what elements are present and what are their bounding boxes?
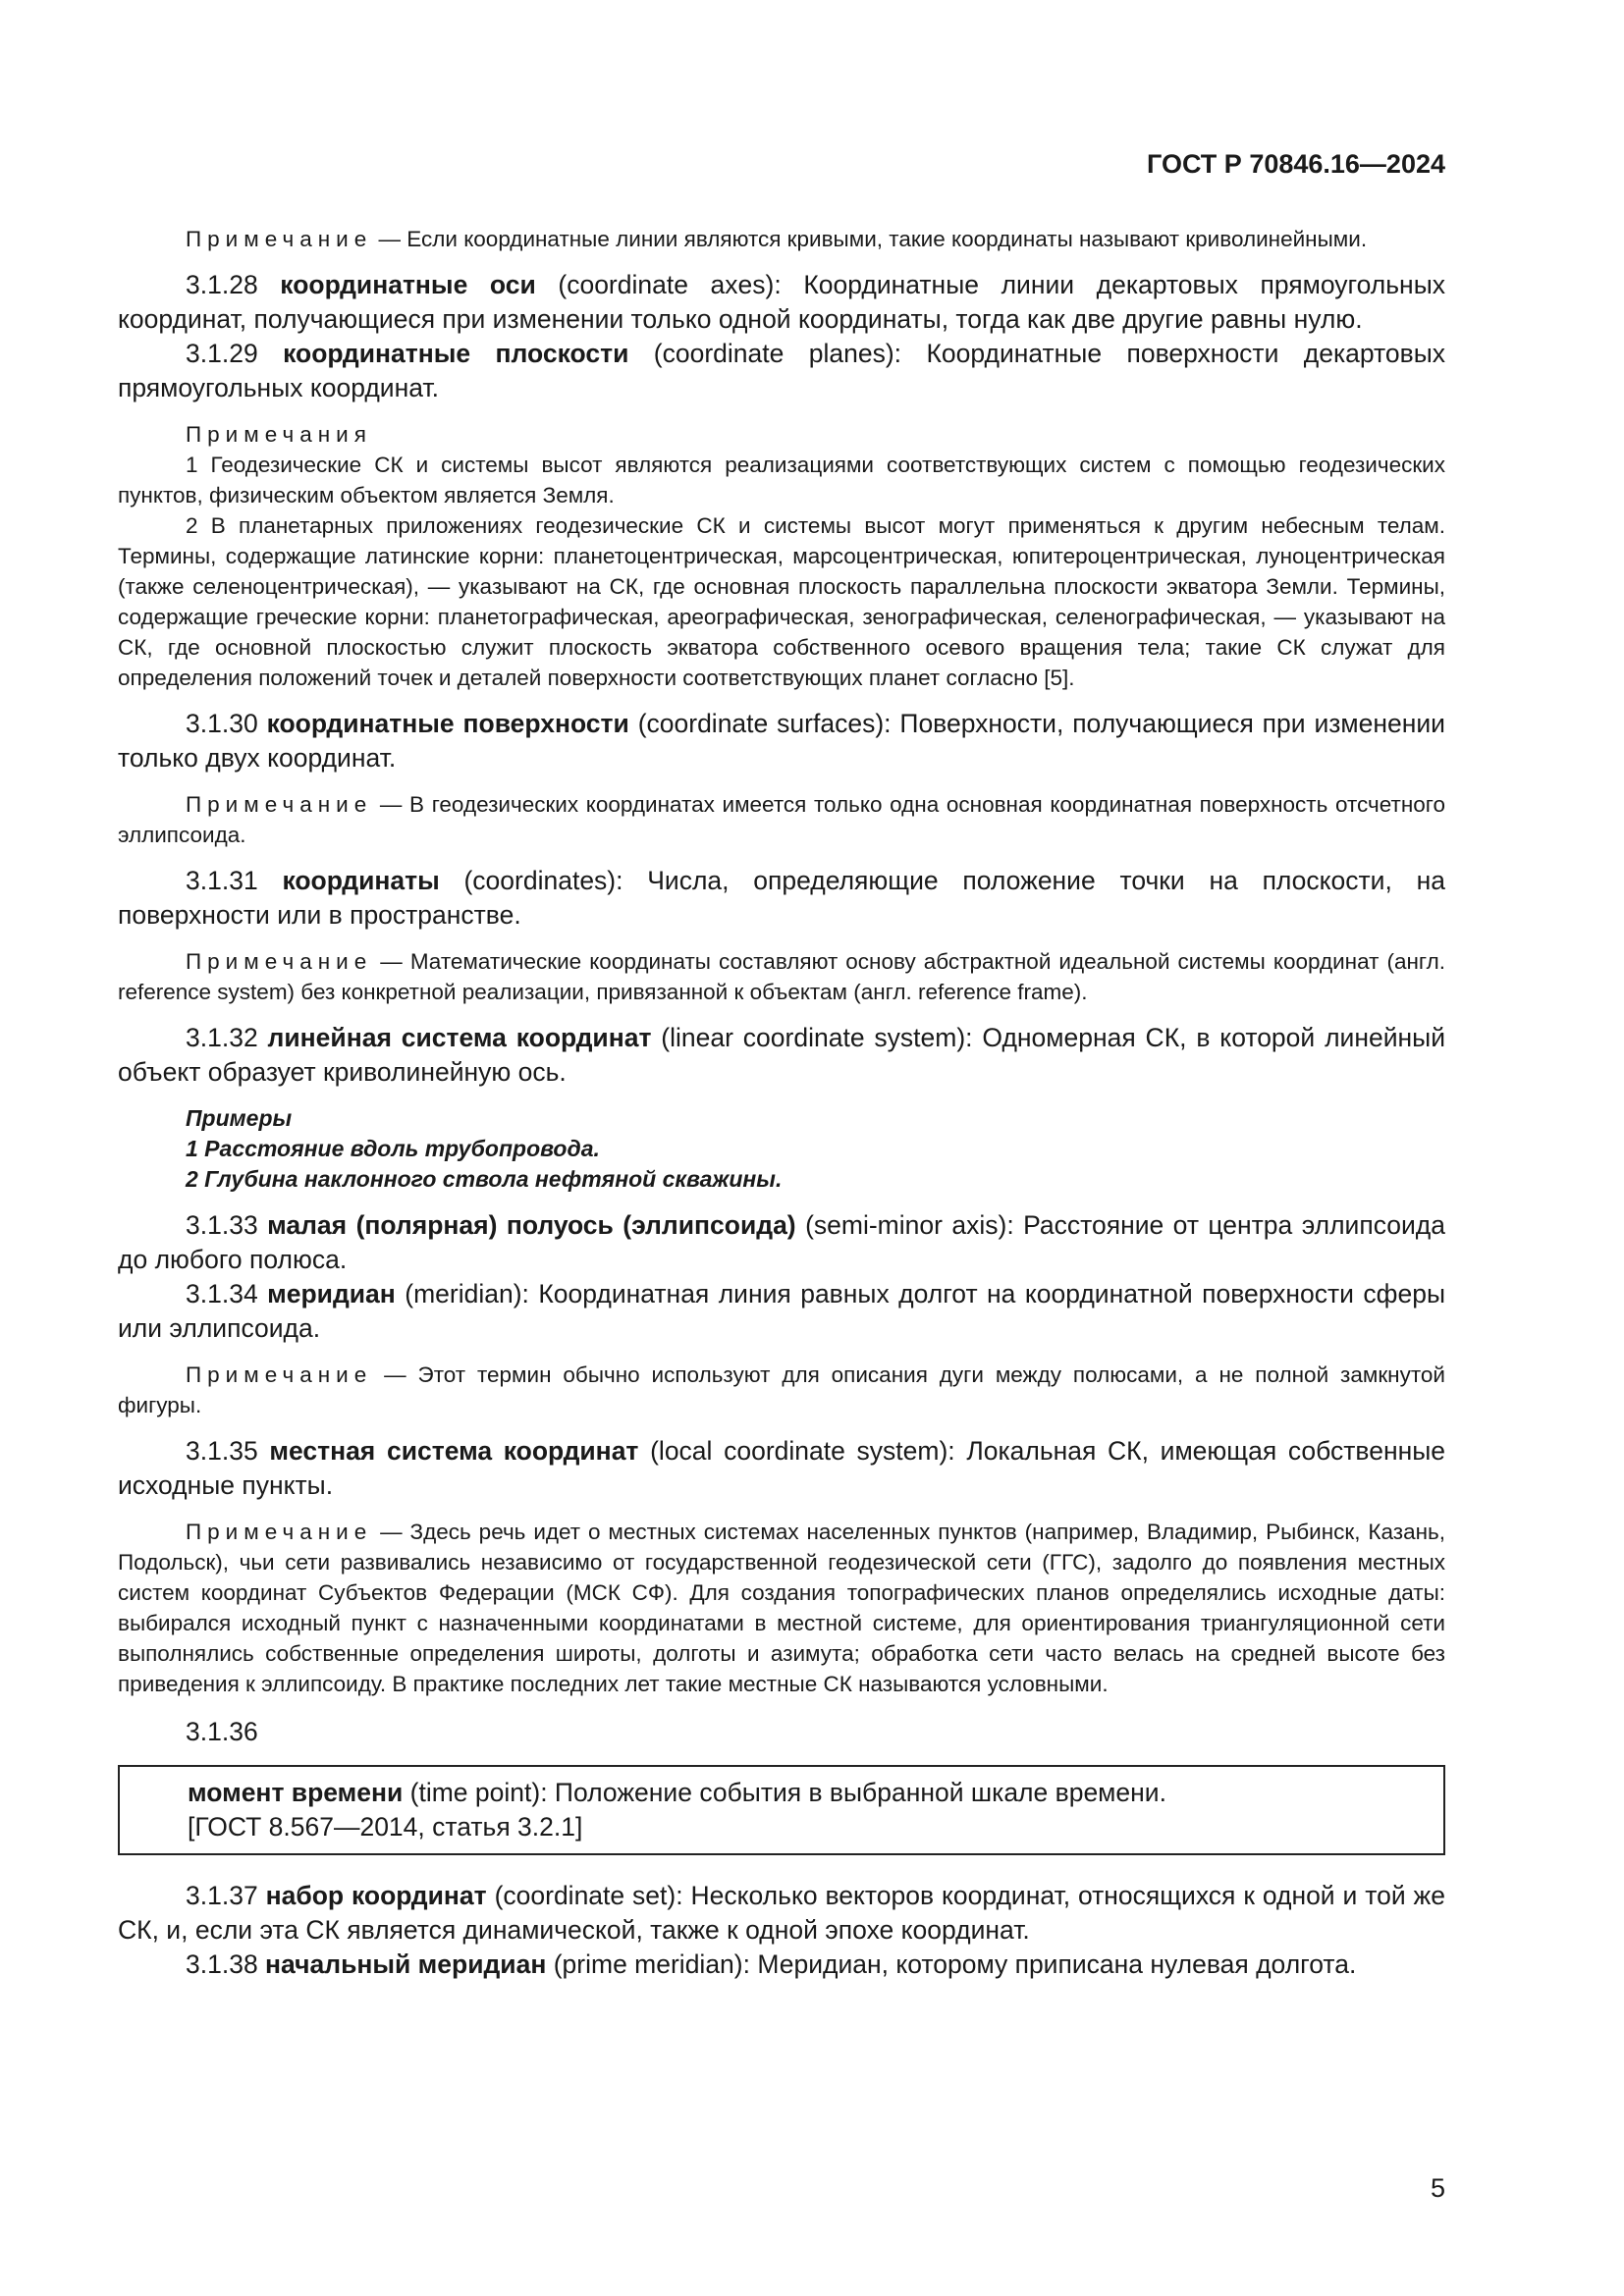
term-3-1-36-number: 3.1.36 — [186, 1717, 258, 1746]
term-definition: (semi-minor axis): Расстояние от центра эллипсоида до любого полюса. — [118, 1210, 1445, 1274]
term-number: 3.1.30 — [186, 709, 267, 738]
term-definition: (coordinate surfaces): Поверхности, получающиеся при изменении только двух координат. — [118, 709, 1445, 773]
note-text: — Этот термин обычно используют для описания дуги между полюсами, а не полной замкнутой фигуры. — [118, 1362, 1445, 1417]
term-number: 3.1.29 — [186, 339, 284, 368]
note-3-1-34 — [118, 1360, 1445, 1420]
document-body — [118, 224, 1445, 1982]
term-number: 3.1.31 — [186, 866, 283, 895]
note-label: Примечание — [186, 1520, 373, 1544]
note-label: Примечание — [186, 227, 373, 251]
note-3-1-30 — [118, 789, 1445, 850]
term-3-1-28 — [118, 268, 1445, 337]
term-3-1-31 — [118, 864, 1445, 933]
example-item-2: 2 Глубина наклонного ствола нефтяной скважины. — [186, 1166, 783, 1192]
note-text: — В геодезических координатах имеется только одна основная координатная поверхность отсчетного эллипсоида. — [118, 792, 1445, 847]
term-number: 3.1.28 — [186, 270, 281, 299]
term-3-1-29 — [118, 337, 1445, 405]
note-previous — [118, 224, 1445, 254]
note-label: Примечание — [186, 792, 373, 817]
term-definition: (prime meridian): Меридиан, которому приписана нулевая долгота. — [546, 1949, 1357, 1979]
document-header: ГОСТ Р 70846.16—2024 — [1147, 149, 1445, 179]
note-label: Примечание — [186, 1362, 373, 1387]
term-definition: (coordinate set): Несколько векторов координат, относящихся к одной и той же СК, и, если эта СК является динамической, также к одной эпохе координат. — [118, 1881, 1446, 1945]
page-number: 5 — [1430, 2173, 1445, 2203]
note-text: — Здесь речь идет о местных системах населенных пунктов (например, Владимир, Рыбинск, Казань, Подольск), чьи сети развивались независимо от государственной геодезической сети (ГГС), задолго до появления местных систем координат Субъектов Федерации (МСК СФ). Для создания топографических планов определялись исходные даты: выбирался исходный пункт с назначенными координатами в местной системе, для ориентирования триангуляционной сети выполнялись собственные определения широты, долготы и азимута; обработка сети часто велась на средней высоте без приведения к эллипсоиду. В практике последних лет такие местные СК называются условными. — [118, 1520, 1445, 1696]
term-3-1-36-box — [118, 1765, 1445, 1855]
term-3-1-37 — [118, 1879, 1445, 1948]
note-text: — Если координатные линии являются кривыми, такие координаты называют криволинейными. — [372, 227, 1368, 251]
term-definition: (local coordinate system): Локальная СК, имеющая собственные исходные пункты. — [118, 1436, 1445, 1500]
term-title: меридиан — [267, 1279, 396, 1308]
examples-label: Примеры — [186, 1105, 293, 1131]
note-3-1-35 — [118, 1517, 1445, 1699]
term-3-1-30 — [118, 707, 1445, 775]
term-3-1-38 — [118, 1948, 1445, 1982]
term-title: малая (полярная) полуось (эллипсоида) — [267, 1210, 796, 1240]
term-3-1-35 — [118, 1434, 1445, 1503]
term-title: начальный меридиан — [265, 1949, 547, 1979]
example-item-1: 1 Расстояние вдоль трубопровода. — [186, 1136, 600, 1161]
note-text: — Математические координаты составляют основу абстрактной идеальной системы координат (англ. reference system) без конкретной реализации, привязанной к объектам (англ. reference frame). — [118, 949, 1445, 1004]
term-title: набор координат — [265, 1881, 487, 1910]
term-definition: (meridian): Координатная линия равных долгот на координатной поверхности сферы или эллипсоида. — [118, 1279, 1446, 1343]
term-definition: (linear coordinate system): Одномерная СК, в которой линейный объект образует криволинейную ось. — [118, 1023, 1446, 1087]
note-label: Примечание — [186, 949, 373, 974]
term-number: 3.1.37 — [186, 1881, 266, 1910]
note-3-1-31 — [118, 946, 1445, 1007]
term-3-1-34 — [118, 1277, 1445, 1346]
term-definition: (coordinate axes): Координатные линии декартовых прямоугольных координат, получающиеся при изменении только одной координаты, тогда как две другие равны нулю. — [118, 270, 1445, 334]
term-title: линейная система координат — [267, 1023, 652, 1052]
term-number: 3.1.33 — [186, 1210, 268, 1240]
term-3-1-33 — [118, 1208, 1445, 1277]
term-title: момент времени — [188, 1778, 404, 1807]
term-definition: (coordinates): Числа, определяющие положение точки на плоскости, на поверхности или в пространстве. — [118, 866, 1445, 930]
notes-label: Примечания — [186, 422, 372, 447]
term-3-1-32 — [118, 1021, 1445, 1090]
note-item-2: 2 В планетарных приложениях геодезические СК и системы высот могут применяться к другим небесным телам. Термины, содержащие латинские корни: планетоцентрическая, марсоцентрическая, юпитероцентрическая, луноцентрическая (также селеноцентрическая), — указывают на СК, где основная плоскость параллельна плоскости экватора Земли. Термины, содержащие греческие корни: планетографическая, ареографическая, зенографическая, селенографическая, — указывают на СК, где основной плоскостью служит плоскость экватора собственного осевого вращения тела; такие СК служат для определения положений точек и деталей поверхности соответствующих планет согласно [5]. — [118, 513, 1445, 690]
term-number: 3.1.34 — [186, 1279, 268, 1308]
note-item-1: 1 Геодезические СК и системы высот являются реализациями соответствующих систем с помощью геодезических пунктов, физическим объектом является Земля. — [118, 453, 1445, 507]
term-title: местная система координат — [269, 1436, 639, 1466]
term-3-1-36-reference: [ГОСТ 8.567—2014, статья 3.2.1] — [188, 1812, 583, 1842]
term-definition: (coordinate planes): Координатные поверхности декартовых прямоугольных координат. — [118, 339, 1445, 402]
term-3-1-36 — [188, 1776, 1424, 1810]
term-definition: (time point): Положение события в выбранной шкале времени. — [403, 1778, 1166, 1807]
term-title: координатные поверхности — [266, 709, 629, 738]
term-number: 3.1.35 — [186, 1436, 270, 1466]
term-number: 3.1.38 — [186, 1949, 266, 1979]
term-number: 3.1.32 — [186, 1023, 268, 1052]
term-title: координаты — [282, 866, 440, 895]
term-title: координатные плоскости — [283, 339, 629, 368]
term-title: координатные оси — [280, 270, 536, 299]
